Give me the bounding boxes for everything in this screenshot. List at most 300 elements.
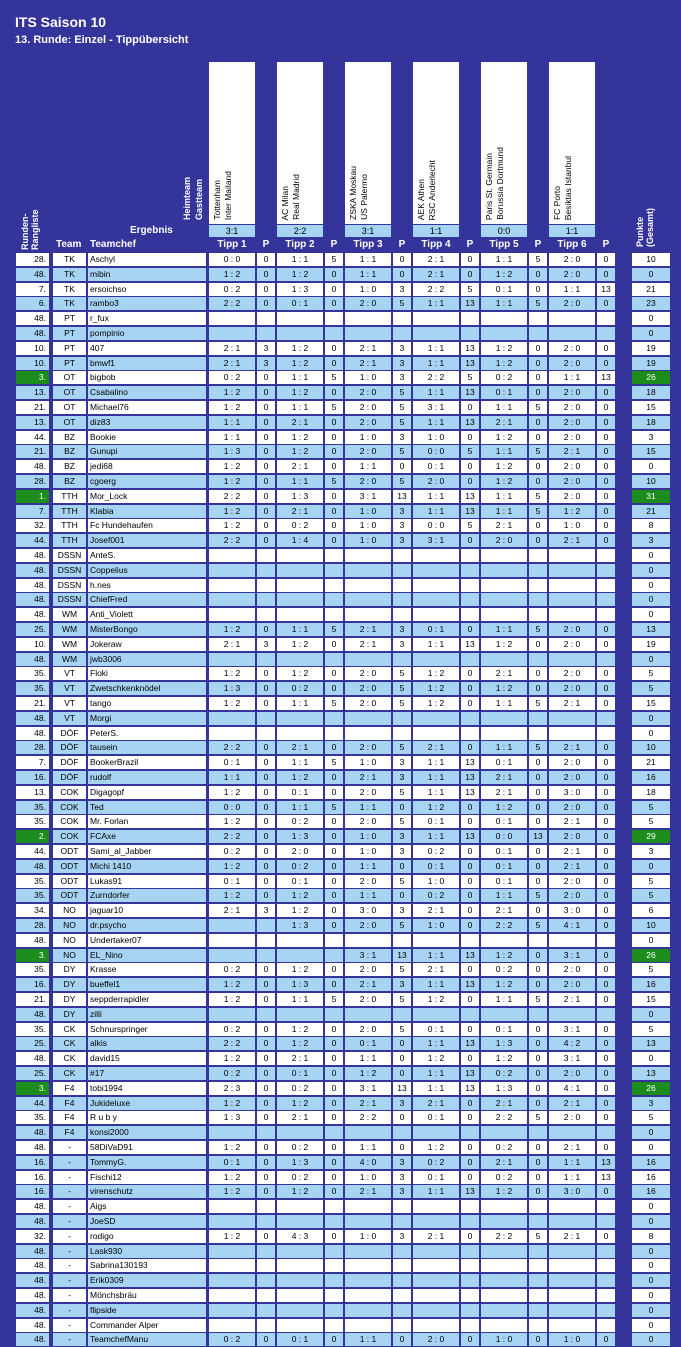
table-row [0,653,681,667]
tip-points-cell [325,1126,343,1139]
tip-cell: 1 : 1 [345,889,391,902]
tip-cell: 2 : 1 [549,1230,595,1243]
tip-points-cell [461,549,479,562]
tip-cell: 0 : 2 [413,1156,459,1169]
tip-points-cell: 0 [597,978,615,991]
tip-cell [345,934,391,947]
tip-points-cell: 5 [393,1023,411,1036]
tip-points-cell: 0 [257,1141,275,1154]
heimteam-label: Heimteam [182,176,192,220]
tip-cell: 2 : 1 [277,416,323,429]
tip-cell [345,1304,391,1317]
tip-points-cell [461,564,479,577]
tip-points-cell [393,1304,411,1317]
rank-cell: 28. [16,741,49,754]
total-points-cell: 0 [632,1333,670,1346]
rank-cell: 7. [16,283,49,296]
tip-cell: 3 : 1 [549,1052,595,1065]
total-points-cell: 18 [632,386,670,399]
tip-points-cell: 0 [461,845,479,858]
tip-cell: 0 : 0 [481,830,527,843]
tip-points-cell: 0 [325,667,343,680]
tip-points-cell [325,1215,343,1228]
table-row [0,771,681,785]
tip-cell: 1 : 2 [481,1052,527,1065]
teamchef-cell: Schnurspringer [88,1023,206,1036]
tip-points-cell: 13 [461,1185,479,1198]
tip-cell: 1 : 2 [277,357,323,370]
tip-cell: 1 : 2 [277,1097,323,1110]
tip-points-cell: 0 [325,268,343,281]
away-team-name: US Palermo [359,174,369,220]
tip-cell [209,1304,255,1317]
table-row [0,1274,681,1288]
rank-cell: 48. [16,1259,49,1272]
match-header-5 [481,62,527,224]
table-row [0,860,681,874]
tip-points-cell: 0 [325,889,343,902]
tip-points-cell: 3 [393,342,411,355]
tip-points-cell [529,1215,547,1228]
tip-cell: 2 : 1 [549,741,595,754]
tip-cell: 1 : 1 [481,401,527,414]
tip-cell: 2 : 2 [481,1111,527,1124]
table-row [0,1200,681,1214]
tip-cell: 1 : 1 [277,623,323,636]
home-team-name: FC Porto [552,185,562,220]
tip-points-cell [461,608,479,621]
tip-points-cell: 0 [597,1067,615,1080]
tip-points-cell: 5 [393,875,411,888]
table-row [0,993,681,1007]
tip-cell [413,608,459,621]
tip-points-cell: 0 [325,416,343,429]
tip-points-cell [529,579,547,592]
tip-points-cell [325,653,343,666]
tip-cell: 2 : 0 [549,342,595,355]
total-points-cell: 6 [632,904,670,917]
tip-points-cell: 13 [461,1082,479,1095]
teamchef-cell: Aschyl [88,253,206,266]
teamchef-cell: Sabrina130193 [88,1259,206,1272]
tip-points-cell: 0 [325,1067,343,1080]
tip-cell: 1 : 1 [345,1333,391,1346]
tip-points-cell: 0 [597,682,615,695]
tip-cell [481,1200,527,1213]
tip-cell: 2 : 1 [481,786,527,799]
tip-cell: 0 : 1 [481,875,527,888]
tip-points-cell [597,608,615,621]
tip-points-cell: 5 [325,993,343,1006]
tip-cell: 2 : 1 [345,771,391,784]
total-points-cell: 18 [632,786,670,799]
tip-cell: 1 : 1 [277,697,323,710]
tip-cell: 1 : 0 [413,875,459,888]
teamchef-cell: tobi1994 [88,1082,206,1095]
tip-cell: 1 : 1 [413,1082,459,1095]
teamchef-cell: virenschutz [88,1185,206,1198]
total-points-cell: 18 [632,416,670,429]
tip-cell [209,1274,255,1287]
tip-cell: 1 : 1 [549,1171,595,1184]
team-cell: WM [53,623,86,636]
teamchef-cell: Michi 1410 [88,860,206,873]
tip-cell [345,1200,391,1213]
tip-cell: 1 : 2 [549,505,595,518]
tip-points-cell [393,727,411,740]
tip-cell: 1 : 4 [277,534,323,547]
tip-points-cell [597,549,615,562]
tip-cell [277,1319,323,1332]
tip-cell: 2 : 0 [549,460,595,473]
tip-cell: 2 : 1 [549,993,595,1006]
tip-cell [209,1245,255,1258]
tip-points-cell: 0 [257,534,275,547]
tip-points-cell: 0 [529,1037,547,1050]
tip-cell [413,579,459,592]
tip-cell [277,312,323,325]
tip-points-cell: 0 [325,1185,343,1198]
tip-points-cell [529,564,547,577]
tip-cell [481,934,527,947]
team-cell: F4 [53,1082,86,1095]
total-points-cell: 0 [632,1289,670,1302]
tipp-header: Tipp 2 [285,239,315,250]
tip-cell: 3 : 1 [413,534,459,547]
tip-cell: 1 : 2 [209,1171,255,1184]
match-header-4 [413,62,459,224]
tip-cell [277,934,323,947]
p-header: P [602,239,610,250]
tip-points-cell: 13 [461,505,479,518]
table-row [0,963,681,977]
tip-points-cell: 0 [257,519,275,532]
tip-points-cell: 0 [257,786,275,799]
tip-points-cell: 0 [325,297,343,310]
tip-cell [481,579,527,592]
tip-cell: 2 : 0 [549,268,595,281]
team-cell: BZ [53,431,86,444]
tip-points-cell: 0 [257,875,275,888]
tip-cell: 1 : 0 [549,1333,595,1346]
tip-points-cell [325,579,343,592]
tip-cell: 1 : 1 [209,771,255,784]
tip-cell: 1 : 2 [277,445,323,458]
tip-cell: 0 : 1 [481,283,527,296]
total-points-cell: 23 [632,297,670,310]
teamchef-cell: Zwetschkenknödel [88,682,206,695]
tip-points-cell [325,1259,343,1272]
tip-points-cell: 0 [597,1097,615,1110]
tip-points-cell: 0 [529,786,547,799]
tip-cell: 2 : 1 [277,741,323,754]
tip-cell: 1 : 2 [209,1185,255,1198]
tip-points-cell: 3 [393,283,411,296]
tip-cell: 1 : 0 [345,534,391,547]
table-row [0,475,681,489]
tip-cell: 1 : 1 [413,342,459,355]
team-cell: VT [53,712,86,725]
total-points-cell: 0 [632,579,670,592]
tip-cell: 1 : 2 [277,431,323,444]
total-points-cell: 8 [632,519,670,532]
tip-points-cell: 0 [597,342,615,355]
team-cell: NO [53,934,86,947]
tip-points-cell [393,1319,411,1332]
tip-points-cell [393,653,411,666]
rank-cell: 1. [16,490,49,503]
tip-points-cell: 0 [325,490,343,503]
teamchef-cell: FCAxe [88,830,206,843]
team-cell: - [53,1274,86,1287]
home-team-name: Tottenham [212,180,222,220]
team-cell: - [53,1141,86,1154]
teamchef-cell: bmwf1 [88,357,206,370]
rank-cell: 48. [16,1126,49,1139]
total-points-cell: 8 [632,1230,670,1243]
tip-points-cell [461,653,479,666]
rank-cell: 48. [16,564,49,577]
match-result: 1:1 [549,225,595,237]
total-points-cell: 5 [632,875,670,888]
tip-points-cell: 0 [529,342,547,355]
teamchef-header: Teamchef [90,239,136,250]
teamchef-cell: pompinio [88,327,206,340]
tip-cell: 0 : 1 [481,756,527,769]
teamchef-cell: Lask930 [88,1245,206,1258]
teamchef-cell: Josef001 [88,534,206,547]
tip-points-cell: 0 [597,1333,615,1346]
tip-cell [481,1289,527,1302]
total-points-cell: 0 [632,564,670,577]
tip-cell [413,593,459,606]
tip-points-cell: 0 [325,771,343,784]
tip-cell: 1 : 3 [277,490,323,503]
tip-points-cell [393,312,411,325]
tip-points-cell: 5 [529,993,547,1006]
team-cell: DÖF [53,727,86,740]
tip-points-cell [529,549,547,562]
tip-points-cell: 0 [325,1023,343,1036]
team-cell: CK [53,1037,86,1050]
tip-cell [549,1259,595,1272]
tip-points-cell: 3 [393,1230,411,1243]
tip-cell: 0 : 1 [413,815,459,828]
tip-points-cell: 0 [257,978,275,991]
tip-cell [413,1200,459,1213]
teamchef-cell: Aigs [88,1200,206,1213]
tip-points-cell: 13 [461,342,479,355]
tip-cell: 0 : 2 [481,1171,527,1184]
tip-points-cell: 13 [461,416,479,429]
rank-cell: 48. [16,1200,49,1213]
total-points-cell: 0 [632,1259,670,1272]
team-cell: DSSN [53,579,86,592]
tip-points-cell: 0 [325,860,343,873]
total-points-cell: 15 [632,445,670,458]
tip-points-cell: 0 [257,1333,275,1346]
tip-cell: 2 : 0 [549,682,595,695]
tip-points-cell [257,1274,275,1287]
tip-cell: 2 : 1 [481,667,527,680]
total-points-cell: 31 [632,490,670,503]
total-points-cell: 10 [632,253,670,266]
tip-points-cell: 0 [257,1067,275,1080]
tip-points-cell: 0 [257,431,275,444]
total-points-cell: 0 [632,1304,670,1317]
team-cell: TTH [53,534,86,547]
tip-cell [345,1215,391,1228]
tip-points-cell [257,327,275,340]
tip-points-cell: 0 [461,1023,479,1036]
tip-cell [209,579,255,592]
tip-cell: 1 : 1 [277,756,323,769]
tip-cell [209,608,255,621]
tip-cell: 0 : 2 [277,860,323,873]
tip-cell: 1 : 1 [481,253,527,266]
tip-points-cell [597,934,615,947]
total-points-cell: 3 [632,431,670,444]
total-points-cell: 10 [632,741,670,754]
tip-cell: 2 : 0 [345,445,391,458]
tip-cell: 0 : 1 [277,297,323,310]
tip-points-cell: 0 [393,268,411,281]
tip-cell: 3 : 1 [345,490,391,503]
table-row [0,386,681,400]
tip-cell: 2 : 1 [549,815,595,828]
tip-points-cell [597,727,615,740]
tip-points-cell: 0 [597,623,615,636]
tip-points-cell: 5 [325,623,343,636]
tip-points-cell: 0 [325,460,343,473]
tip-cell [345,653,391,666]
away-team-name: Real Madrid [291,174,301,220]
tip-cell: 0 : 1 [277,1067,323,1080]
tip-points-cell: 0 [597,490,615,503]
tip-cell [277,1126,323,1139]
tip-points-cell: 0 [325,1141,343,1154]
rank-cell: 16. [16,771,49,784]
team-cell: TK [53,283,86,296]
tip-cell [277,653,323,666]
tip-cell: 2 : 2 [345,1111,391,1124]
tip-cell [413,1319,459,1332]
tip-cell: 1 : 1 [277,993,323,1006]
tip-cell: 1 : 1 [209,416,255,429]
total-points-cell: 5 [632,963,670,976]
tip-points-cell [393,1259,411,1272]
tip-cell: 2 : 0 [549,667,595,680]
tip-points-cell: 0 [461,860,479,873]
team-cell: - [53,1259,86,1272]
tip-cell [413,653,459,666]
tip-points-cell: 0 [529,1333,547,1346]
teamchef-cell: h.nes [88,579,206,592]
teamchef-cell: alkis [88,1037,206,1050]
tip-points-cell: 13 [597,1156,615,1169]
tip-cell [481,1008,527,1021]
total-points-cell: 0 [632,593,670,606]
tip-points-cell [257,549,275,562]
tip-cell: 2 : 0 [345,416,391,429]
tip-points-cell [597,1319,615,1332]
table-row [0,1230,681,1244]
tip-points-cell: 5 [393,667,411,680]
tip-cell: 0 : 2 [209,1023,255,1036]
teamchef-cell: rambo3 [88,297,206,310]
tip-points-cell: 5 [461,371,479,384]
team-cell: DY [53,963,86,976]
table-row [0,401,681,415]
teamchef-cell: ChiefFred [88,593,206,606]
tip-cell: 2 : 1 [345,357,391,370]
rank-cell: 32. [16,519,49,532]
teamchef-cell: rudolf [88,771,206,784]
tip-cell: 2 : 0 [277,845,323,858]
team-cell: - [53,1185,86,1198]
total-points-cell: 26 [632,949,670,962]
table-row [0,845,681,859]
total-points-cell: 21 [632,283,670,296]
tip-points-cell: 0 [257,1171,275,1184]
tip-cell: 0 : 2 [481,1141,527,1154]
tip-points-cell: 0 [325,519,343,532]
tip-points-cell: 0 [257,1037,275,1050]
tip-cell: 1 : 2 [209,268,255,281]
tip-cell [277,608,323,621]
rank-cell: 48. [16,593,49,606]
tip-cell: 1 : 2 [481,978,527,991]
tip-points-cell: 3 [393,978,411,991]
tip-points-cell: 0 [529,357,547,370]
team-cell: F4 [53,1126,86,1139]
rank-cell: 25. [16,1037,49,1050]
tip-cell [345,1008,391,1021]
tip-cell: 1 : 1 [277,475,323,488]
p-header: P [466,239,474,250]
tip-cell [209,919,255,932]
away-team-name: Inter Mailand [223,170,233,220]
tip-cell [209,949,255,962]
tip-points-cell: 0 [597,1023,615,1036]
tip-cell: 1 : 2 [413,1052,459,1065]
tip-points-cell: 5 [529,490,547,503]
table-row [0,593,681,607]
tip-cell: 1 : 1 [345,268,391,281]
total-points-cell: 5 [632,889,670,902]
tip-cell [481,608,527,621]
tip-cell: 0 : 2 [209,1067,255,1080]
tip-points-cell: 0 [529,416,547,429]
tip-points-cell: 5 [325,756,343,769]
rank-cell: 32. [16,1230,49,1243]
teamchef-cell: seppderrapidler [88,993,206,1006]
tip-cell: 2 : 1 [345,1097,391,1110]
tip-cell [277,949,323,962]
tip-cell: 1 : 2 [413,1141,459,1154]
tip-points-cell: 3 [393,1097,411,1110]
tip-cell: 0 : 1 [413,623,459,636]
rank-cell: 35. [16,1111,49,1124]
tip-points-cell: 0 [393,1111,411,1124]
tip-cell: 2 : 1 [413,268,459,281]
tip-cell [345,608,391,621]
tip-points-cell: 0 [597,919,615,932]
tip-points-cell [393,549,411,562]
tip-cell [209,1319,255,1332]
tip-points-cell: 5 [393,919,411,932]
tip-points-cell [597,1200,615,1213]
